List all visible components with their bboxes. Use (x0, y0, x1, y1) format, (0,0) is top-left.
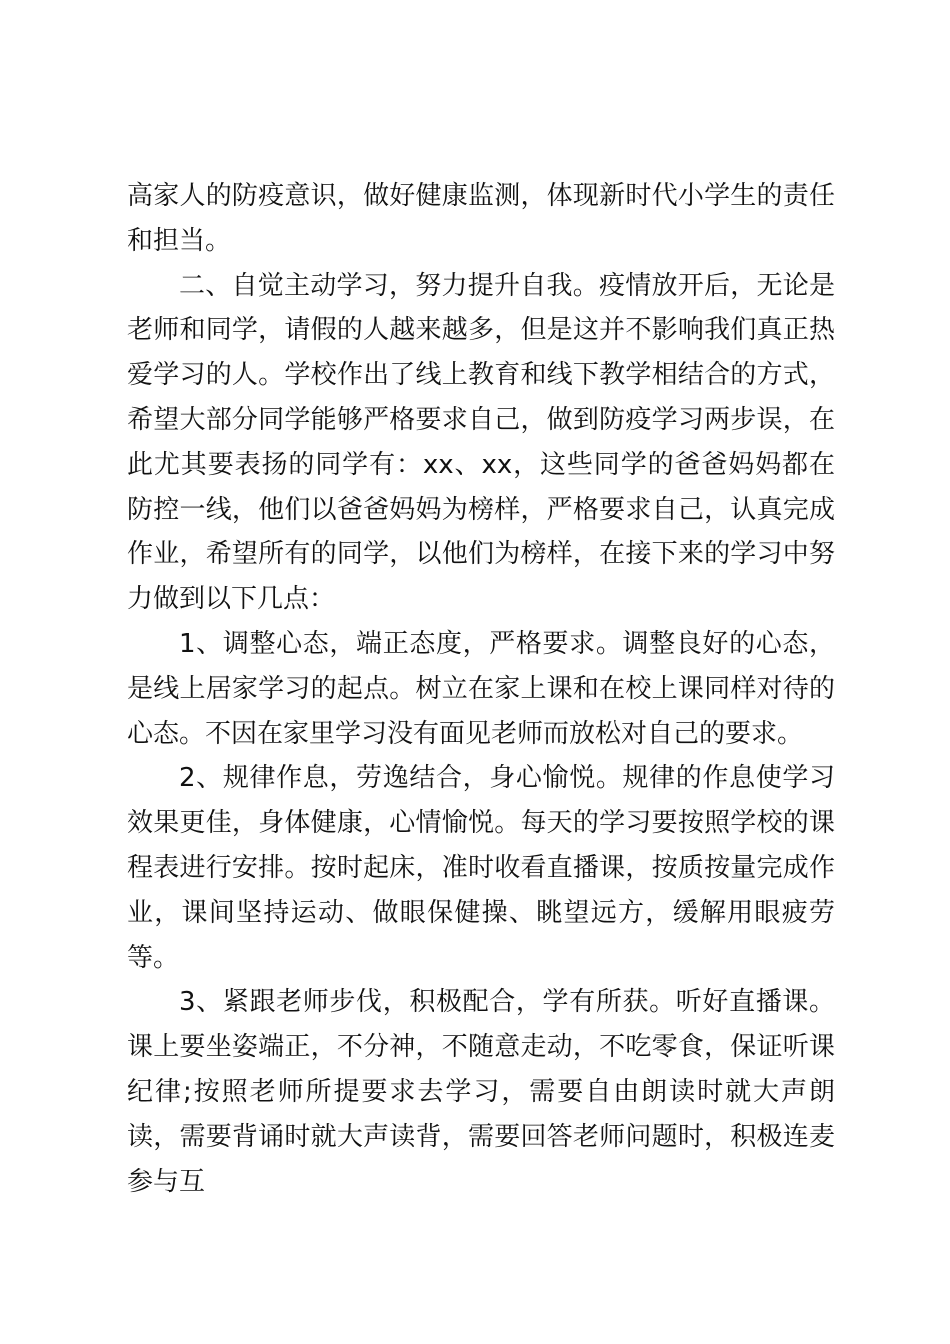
paragraph-section-two: 二、自觉主动学习，努力提升自我。疫情放开后，无论是老师和同学，请假的人越来越多，但是这并不影响我们真正热爱学习的人。学校作出了线上教育和线下教学相结合的方式，希望大部分同学能够严格要求自己，做到防疫学习两步误，在此尤其要表扬的同学有：xx、xx，这些同学的爸爸妈妈都在防控一线，他们以爸爸妈妈为榜样，严格要求自己，认真完成作业，希望所有的同学，以他们为榜样，在接下来的学习中努力做到以下几点： (127, 270, 835, 615)
document-body (127, 174, 835, 1204)
paragraph-point-two: 2、规律作息，劳逸结合，身心愉悦。规律的作息使学习效果更佳，身体健康，心情愉悦。每天的学习要按照学校的课程表进行安排。按时起床，准时收看直播课，按质按量完成作业，课间坚持运动、做眼保健操、眺望远方，缓解用眼疲劳等。 (127, 763, 835, 973)
paragraph-continuation: 高家人的防疫意识，做好健康监测，体现新时代小学生的责任和担当。 (127, 181, 835, 256)
paragraph-point-three: 3、紧跟老师步伐，积极配合，学有所获。听好直播课。课上要坐姿端正，不分神，不随意走动，不吃零食，保证听课纪律;按照老师所提要求去学习，需要自由朗读时就大声朗读，需要背诵时就大声读背，需要回答老师问题时，积极连麦参与互 (127, 987, 835, 1197)
paragraph-point-one: 1、调整心态，端正态度，严格要求。调整良好的心态，是线上居家学习的起点。树立在家上课和在校上课同样对待的心态。不因在家里学习没有面见老师而放松对自己的要求。 (127, 628, 835, 749)
